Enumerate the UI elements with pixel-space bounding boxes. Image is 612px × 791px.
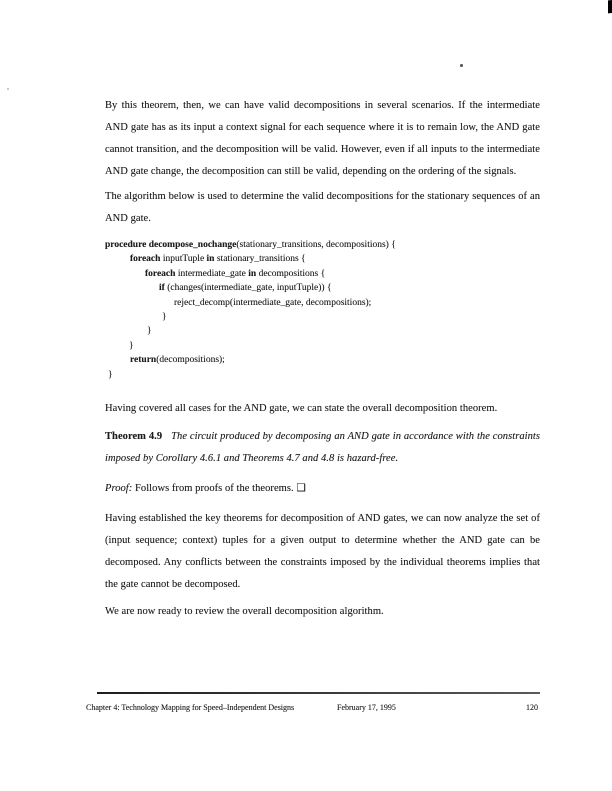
footer-chapter-title: Chapter 4: Technology Mapping for Speed–Independent Designs bbox=[86, 703, 295, 712]
code-line: procedure decompose_nochange(stationary_transitions, decompositions) { bbox=[105, 240, 396, 250]
paragraph-decomposition-scenarios: By this theorem, then, we can have valid decompositions in several scenarios. If the intermediate AND gate has as its input a context signal for each sequence where it is to remain low, the AND gate cannot transition, and the decomposition will be valid. However, even if all inputs to the intermediate AND gate change, the decomposition can still be valid, depending on the ordering of the signals. bbox=[105, 100, 540, 177]
footer-rule bbox=[97, 692, 540, 694]
scan-artifact-corner-mark bbox=[608, 0, 612, 13]
code-line: reject_decomp(intermediate_gate, decompositions); bbox=[174, 297, 372, 308]
code-line: } bbox=[147, 326, 152, 337]
proof-statement bbox=[105, 478, 540, 500]
paragraph-ready-to-review: We are now ready to review the overall decomposition algorithm. bbox=[105, 606, 384, 617]
paragraph-having-covered: Having covered all cases for the AND gate, we can state the overall decomposition theorem. bbox=[105, 403, 498, 414]
pseudocode-decompose-nochange bbox=[105, 238, 540, 382]
theorem-4-9 bbox=[105, 426, 540, 470]
footer-date: February 17, 1995 bbox=[337, 703, 396, 712]
footer-page-number: 120 bbox=[526, 703, 538, 712]
code-line: } bbox=[162, 312, 167, 323]
proof-label: Proof: bbox=[105, 483, 133, 494]
theorem-label: Theorem 4.9 bbox=[105, 431, 163, 442]
code-line: } bbox=[108, 369, 113, 380]
scan-artifact-dot bbox=[460, 64, 463, 67]
proof-body: Follows from proofs of the theorems. bbox=[135, 483, 294, 494]
code-line: if (changes(intermediate_gate, inputTuple)) { bbox=[159, 283, 332, 294]
theorem-body: The circuit produced by decomposing an AND gate in accordance with the constraints imposed by Corollary 4.6.1 and Theorems 4.7 and 4.8 is hazard-free. bbox=[105, 431, 540, 464]
paragraph-algorithm-intro: The algorithm below is used to determine the valid decompositions for the stationary sequences of an AND gate. bbox=[105, 191, 540, 224]
code-line: foreach inputTuple in stationary_transitions { bbox=[130, 254, 306, 265]
code-line: } bbox=[129, 340, 134, 351]
scan-artifact-dot bbox=[7, 88, 9, 90]
qed-symbol: ❑ bbox=[296, 483, 306, 494]
page-body bbox=[105, 95, 540, 623]
code-line: return(decompositions); bbox=[130, 355, 225, 366]
code-line: foreach intermediate_gate in decompositions { bbox=[145, 268, 326, 279]
paragraph-having-established: Having established the key theorems for decomposition of AND gates, we can now analyze the set of (input sequence; context) tuples for a given output to determine whether the AND gate can be decomposed. Any conflicts between the constraints imposed by the individual theorems implies that the gate cannot be decomposed. bbox=[105, 513, 540, 590]
footer-row bbox=[86, 702, 538, 716]
